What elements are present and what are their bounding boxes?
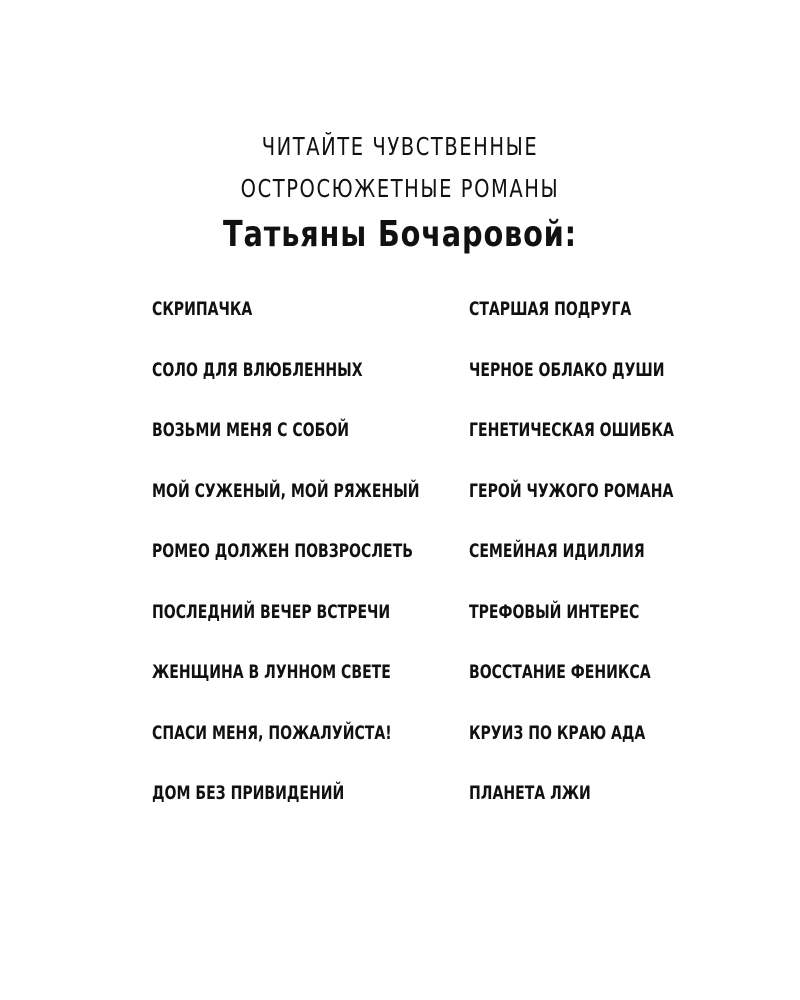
book-title: ЖЕНЩИНА В ЛУННОМ СВЕТЕ — [152, 661, 391, 683]
book-list-left — [152, 294, 514, 839]
book-list-right — [469, 294, 746, 839]
author-name: Татьяны Бочаровой: — [223, 214, 577, 255]
book-title: ПЛАНЕТА ЛЖИ — [469, 782, 591, 804]
book-title: КРУИЗ ПО КРАЮ АДА — [469, 721, 646, 744]
book-title: ПОСЛЕДНИЙ ВЕЧЕР ВСТРЕЧИ — [152, 600, 391, 623]
book-title: СЕМЕЙНАЯ ИДИЛЛИЯ — [469, 540, 645, 562]
book-title: ЧЕРНОЕ ОБЛАКО ДУШИ — [469, 358, 665, 381]
book-title: РОМЕО ДОЛЖЕН ПОВЗРОСЛЕТЬ — [152, 540, 413, 562]
book-title: ГЕНЕТИЧЕСКАЯ ОШИБКА — [469, 419, 674, 441]
subtitle-line-2: ОСТРОСЮЖЕТНЫЕ РОМАНЫ — [240, 174, 560, 203]
book-title: ГЕРОЙ ЧУЖОГО РОМАНА — [469, 479, 674, 502]
book-title: ТРЕФОВЫЙ ИНТЕРЕС — [469, 600, 640, 623]
subtitle-line-1: ЧИТАЙТЕ ЧУВСТВЕННЫЕ — [261, 132, 539, 161]
book-title: МОЙ СУЖЕНЫЙ, МОЙ РЯЖЕНЫЙ — [152, 479, 420, 502]
book-title: СОЛО ДЛЯ ВЛЮБЛЕННЫХ — [152, 358, 363, 381]
book-title: СКРИПАЧКА — [152, 298, 253, 320]
book-title: ДОМ БЕЗ ПРИВИДЕНИЙ — [152, 782, 345, 804]
page-header — [0, 126, 800, 260]
book-title: СПАСИ МЕНЯ, ПОЖАЛУЙСТА! — [152, 721, 392, 744]
book-title: СТАРШАЯ ПОДРУГА — [469, 298, 632, 320]
book-title: ВОССТАНИЕ ФЕНИКСА — [469, 661, 651, 683]
book-title: ВОЗЬМИ МЕНЯ С СОБОЙ — [152, 419, 350, 441]
